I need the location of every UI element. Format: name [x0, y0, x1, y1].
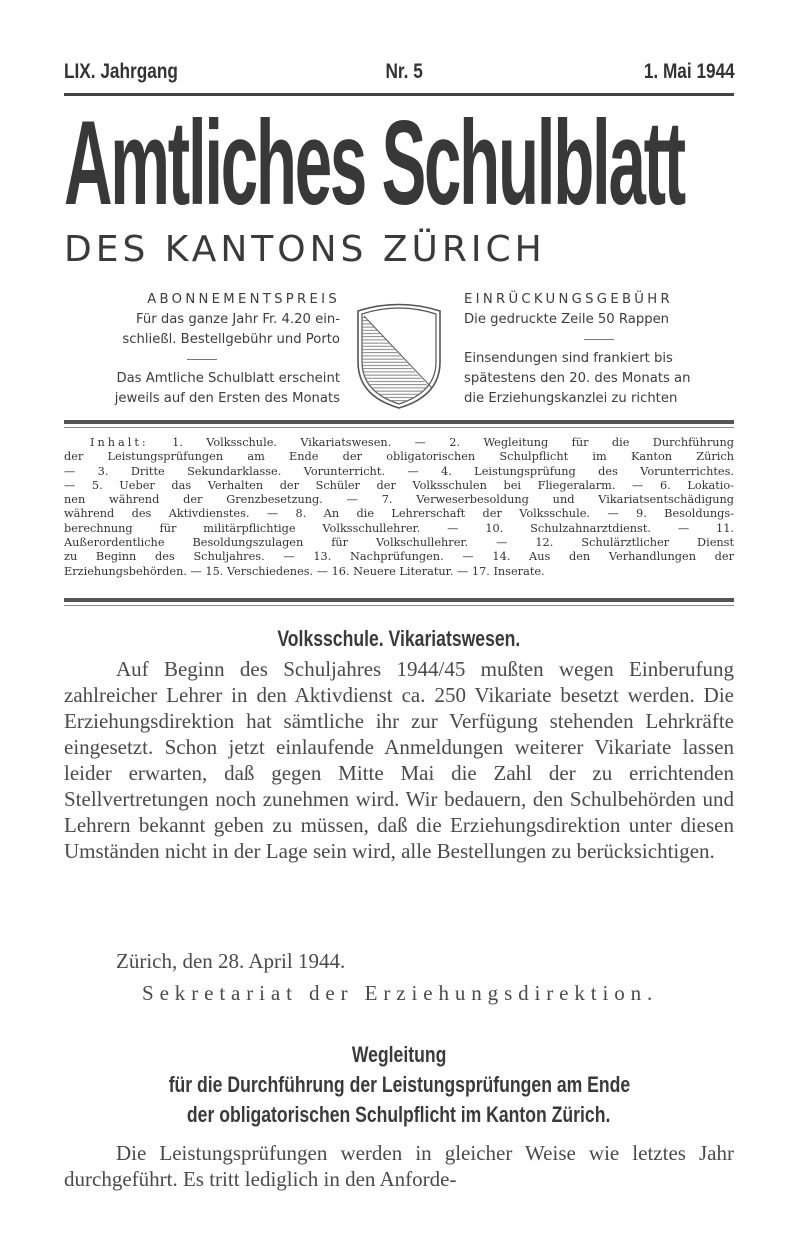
article-heading-text: Volksschule. Vikariatswesen.: [277, 626, 521, 651]
toc-line: Erziehungsbehörden. — 15. Verschiedenes. — 16. Neuere Literatur. — 17. Inserate.: [64, 564, 545, 578]
article-heading-line: Wegleitung: [351, 1042, 447, 1067]
advertising-heading: EINRÜCKUNGSGEBÜHR: [464, 292, 673, 307]
toc-line: — 3. Dritte Sekundarklasse. Vorunterricht. — 4. Leistungsprüfung des Vorunterrichtes.: [64, 464, 734, 478]
submission-note: die Erziehungskanzlei zu richten: [464, 391, 678, 406]
place-and-date: Zürich, den 28. April 1944.: [116, 949, 346, 973]
article-body: [64, 656, 734, 864]
subscription-line: Für das ganze Jahr Fr. 4.20 ein-: [136, 312, 340, 327]
article-heading: [64, 626, 734, 652]
volume-label: LIX. Jahrgang: [64, 60, 178, 83]
submission-note: Einsendungen sind frankiert bis: [464, 351, 673, 366]
section-rule: [64, 598, 734, 602]
toc-line: — 5. Ueber das Verhalten der Schüler der Volksschulen bei Fliegeralarm. — 6. Lokatio-: [64, 478, 734, 492]
article-heading-line: für die Durchführung der Leistungsprüfungen am Ende: [168, 1072, 630, 1097]
article-paragraph: Auf Beginn des Schuljahres 1944/45 mußten wegen Einberufung zahlreicher Lehrer in den Aktivdienst ca. 250 Vikariate besetzt werden. Die Erziehungsdirektion hat sämtliche ihr zur Verfügung stehenden Lehrkräfte eingesetzt. Schon jetzt einlaufende Anmeldungen weiterer Vikariate lassen leider erwarten, daß gegen Mitte Mai die Zahl der zu errichtenden Stellvertretungen noch zunehmen wird. Wir bedauern, den Schulbehörden und Lehrern bekannt geben zu müssen, daß die Erziehungsdirektion unter diesen Umständen nicht in der Lage sein wird, alle Bestellungen zu berücksichtigen.: [64, 657, 734, 863]
toc-line: der Leistungsprüfungen am Ende der obligatorischen Schulpflicht im Kanton Zürich: [64, 450, 734, 464]
toc-line: während des Aktivdienstes. — 8. An die Lehrerschaft der Volksschule. — 9. Besoldungs-: [64, 507, 734, 521]
subscription-info: [64, 290, 340, 409]
toc-line: Außerordentliche Besoldungszulagen für Volkschullehrer. — 12. Schulärztlicher Dienst: [64, 536, 734, 550]
article-heading: [64, 1040, 734, 1069]
article-heading-line: der obligatorischen Schulpflicht im Kanton Zürich.: [187, 1102, 611, 1127]
advertising-info: [464, 290, 734, 409]
subscription-heading: ABONNEMENTSPREIS: [147, 292, 340, 307]
advertising-line: Die gedruckte Zeile 50 Rappen: [464, 312, 670, 327]
toc-line: berechnung für militärpflichtige Volksschullehrer. — 10. Schulzahnarztdienst. — 11.: [64, 521, 734, 535]
divider: [584, 339, 614, 340]
article-paragraph: Die Leistungsprüfungen werden in gleicher Weise wie letztes Jahr durchgeführt. Es tritt lediglich in den Anforde-: [64, 1141, 734, 1191]
publication-title: Amtliches Schulblatt: [64, 96, 684, 230]
article-subheading: [64, 1070, 734, 1099]
masthead-meta-row: [64, 60, 735, 90]
toc-line: 1. Volksschule. Vikariatswesen. — 2. Wegleitung für die Durchführung: [172, 436, 735, 449]
publication-note: jeweils auf den Ersten des Monats: [114, 391, 340, 406]
table-of-contents: [64, 436, 734, 579]
article-subheading: [64, 1100, 734, 1129]
zurich-coat-of-arms-icon: [354, 300, 444, 410]
publication-subtitle: DES KANTONS ZÜRICH: [64, 229, 546, 270]
toc-line: zu Beginn des Schuljahres. — 13. Nachprüfungen. — 14. Aus den Verhandlungen der: [64, 550, 734, 564]
section-rule-thin: [64, 427, 734, 428]
subscription-line: schließl. Bestellgebühr und Porto: [122, 332, 340, 347]
issue-date: 1. Mai 1944: [643, 60, 735, 83]
publication-note: Das Amtliche Schulblatt erscheint: [116, 371, 340, 386]
section-rule-thin: [64, 605, 734, 606]
signature: Sekretariat der Erziehungsdirektion.: [142, 981, 659, 1005]
issue-number: Nr. 5: [385, 60, 423, 83]
section-rule: [64, 420, 734, 424]
divider: [187, 359, 217, 360]
toc-label: Inhalt:: [90, 436, 149, 449]
submission-note: spätestens den 20. des Monats an: [464, 371, 691, 386]
toc-line: nen während der Grenzbesetzung. — 7. Verweserbesoldung und Vikariatsentschädigung: [64, 493, 734, 507]
article-body: [64, 1140, 734, 1192]
